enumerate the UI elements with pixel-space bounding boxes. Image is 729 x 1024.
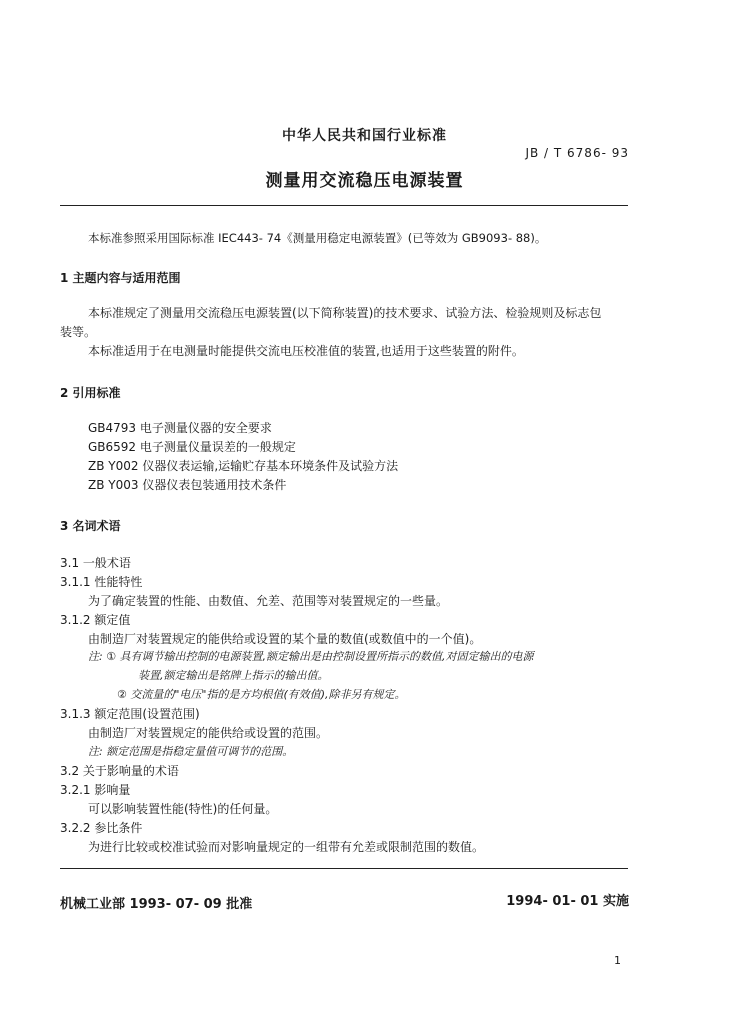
reference-item: ZB Y003 仪器仪表包装通用技术条件 [88, 478, 287, 492]
clause-3-1-2: 3.1.2 额定值 [60, 613, 131, 627]
section-1-paragraph-2: 本标准适用于在电测量时能提供交流电压校准值的装置,也适用于这些装置的附件。 [88, 344, 524, 358]
clause-3-1-3-note: 注: 额定范围是指稳定量值可调节的范围。 [88, 745, 294, 758]
standard-category: 中华人民共和国行业标准 [282, 128, 447, 144]
clause-3-1-2-definition: 由制造厂对装置规定的能供给或设置的某个量的数值(或数值中的一个值)。 [88, 632, 482, 646]
clause-3-1: 3.1 一般术语 [60, 556, 131, 570]
section-3-heading: 3 名词术语 [60, 519, 121, 533]
note-2: ② 交流量的"电压"指的是方均根值(有效值),除非另有规定。 [117, 688, 406, 701]
clause-3-1-1: 3.1.1 性能特性 [60, 575, 143, 589]
section-1-paragraph-1: 本标准规定了测量用交流稳压电源装置(以下简称装置)的技术要求、试验方法、检验规则及标志包 [88, 306, 602, 320]
standard-number: JB / T 6786- 93 [525, 146, 629, 160]
note-1-line-1: 注: ① 具有调节输出控制的电源装置,额定输出是由控制设置所指示的数值,对固定输出的电源 [88, 650, 534, 663]
approval-date: 机械工业部 1993- 07- 09 批准 [60, 897, 253, 912]
header-rule [60, 205, 628, 206]
reference-item: GB6592 电子测量仪量误差的一般规定 [88, 440, 296, 454]
reference-item: GB4793 电子测量仪器的安全要求 [88, 421, 272, 435]
page-number: 1 [614, 954, 621, 967]
effective-date: 1994- 01- 01 实施 [506, 894, 629, 909]
section-1-paragraph-1-cont: 装等。 [60, 325, 97, 339]
clause-3-2-2: 3.2.2 参比条件 [60, 821, 143, 835]
reference-item: ZB Y002 仪器仪表运输,运输贮存基本环境条件及试验方法 [88, 459, 399, 473]
clause-3-1-3: 3.1.3 额定范围(设置范围) [60, 707, 200, 721]
reference-note: 本标准参照采用国际标准 IEC443- 74《测量用稳定电源装置》(已等效为 GB9093- 88)。 [88, 231, 547, 245]
clause-3-2-1-definition: 可以影响装置性能(特性)的任何量。 [88, 802, 278, 816]
footer-rule [60, 868, 628, 869]
section-2-heading: 2 引用标准 [60, 386, 121, 400]
note-1-line-2: 装置,额定输出是铭牌上指示的输出值。 [138, 669, 329, 682]
clause-3-2-1: 3.2.1 影响量 [60, 783, 131, 797]
document-title: 测量用交流稳压电源装置 [265, 171, 464, 191]
clause-3-1-1-definition: 为了确定装置的性能、由数值、允差、范围等对装置规定的一些量。 [88, 594, 449, 608]
section-1-heading: 1 主题内容与适用范围 [60, 271, 181, 285]
clause-3-2: 3.2 关于影响量的术语 [60, 764, 179, 778]
clause-3-2-2-definition: 为进行比较或校准试验而对影响量规定的一组带有允差或限制范围的数值。 [88, 840, 485, 854]
clause-3-1-3-definition: 由制造厂对装置规定的能供给或设置的范围。 [88, 726, 329, 740]
